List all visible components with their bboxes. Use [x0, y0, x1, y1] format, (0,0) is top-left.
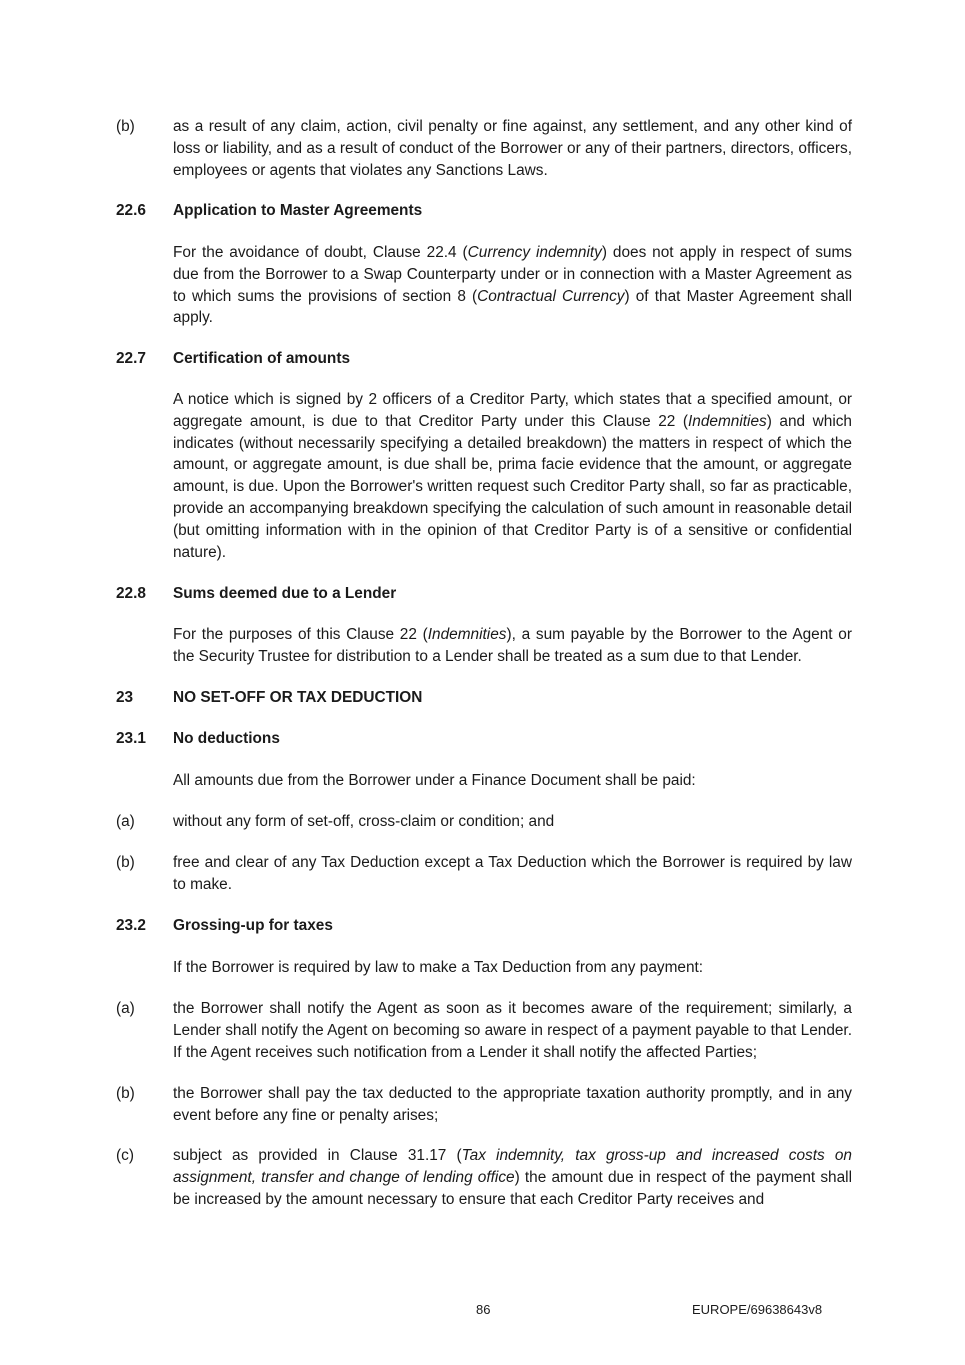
- list-item-text: subject as provided in Clause 31.17 (Tax indemnity, tax gross-up and increased costs on assignment, transfer and change of lending office) the amount due in respect of the payment shall be increased by the amount necessary to ensure that each Creditor Party receives and: [173, 1147, 852, 1208]
- list-item-text: the Borrower shall pay the tax deducted to the appropriate taxation authority promptly, and in any event before any fine or penalty arises;: [173, 1085, 852, 1124]
- paragraph: For the avoidance of doubt, Clause 22.4 (Currency indemnity) does not apply in respect of sums due from the Borrower to a Swap Counterparty under or in connection with a Master Agreement as to which sums the provisions of section 8 (Contractual Currency) of that Master Agreement shall apply.: [173, 244, 852, 327]
- section-number: 22.7: [116, 350, 146, 367]
- document-reference: EUROPE/69638643v8: [692, 1302, 823, 1317]
- list-label: (b): [116, 118, 135, 135]
- paragraph: A notice which is signed by 2 officers of a Creditor Party, which states that a specified amount, or aggregate amount, is due to that Creditor Party under this Clause 22 (Indemnities) and which indicates (without necessarily specifying a detailed breakdown) the matters in respect of which the amount, or aggregate amount, is due shall be, prima facie evidence that the amount, or aggregate amount, is due. Upon the Borrower's written request such Creditor Party shall, so far as practicable, provide an accompanying breakdown specifying the calculation of such amount in reasonable detail (but omitting information with in the opinion of that Creditor Party is of a sensitive or confidential nature).: [173, 391, 852, 561]
- section-number: 22.6: [116, 202, 146, 219]
- clause-number: 23: [116, 689, 134, 706]
- section-number: 23.2: [116, 917, 146, 934]
- clause-heading: NO SET-OFF OR TAX DEDUCTION: [173, 689, 423, 706]
- list-label: (b): [116, 1085, 135, 1102]
- list-label: (a): [116, 1000, 135, 1017]
- section-heading: Grossing-up for taxes: [173, 917, 333, 934]
- list-label: (c): [116, 1147, 134, 1164]
- list-label: (b): [116, 854, 135, 871]
- page-number: 86: [476, 1302, 491, 1317]
- list-item-text: as a result of any claim, action, civil penalty or fine against, any settlement, and any other kind of loss or liability, and as a result of conduct of the Borrower or any of their partners, directors, officers, employees or agents that violates any Sanctions Laws.: [173, 118, 852, 179]
- section-heading: Certification of amounts: [173, 350, 350, 367]
- section-number: 23.1: [116, 730, 146, 747]
- section-number: 22.8: [116, 585, 146, 602]
- paragraph: For the purposes of this Clause 22 (Indemnities), a sum payable by the Borrower to the Agent or the Security Trustee for distribution to a Lender shall be treated as a sum due to that Lender.: [173, 626, 852, 665]
- list-item-text: the Borrower shall notify the Agent as soon as it becomes aware of the requirement; similarly, a Lender shall notify the Agent on becoming so aware in respect of a payment payable to that Lender. If the Agent receives such notification from a Lender it shall notify the affected Parties;: [173, 1000, 852, 1061]
- paragraph: If the Borrower is required by law to make a Tax Deduction from any payment:: [173, 959, 704, 976]
- paragraph: All amounts due from the Borrower under a Finance Document shall be paid:: [173, 772, 696, 789]
- list-item-text: without any form of set-off, cross-claim or condition; and: [173, 813, 555, 830]
- section-heading: Sums deemed due to a Lender: [173, 585, 397, 602]
- list-item-text: free and clear of any Tax Deduction except a Tax Deduction which the Borrower is required by law to make.: [173, 854, 852, 893]
- section-heading: Application to Master Agreements: [173, 202, 423, 219]
- list-label: (a): [116, 813, 135, 830]
- section-heading: No deductions: [173, 730, 280, 747]
